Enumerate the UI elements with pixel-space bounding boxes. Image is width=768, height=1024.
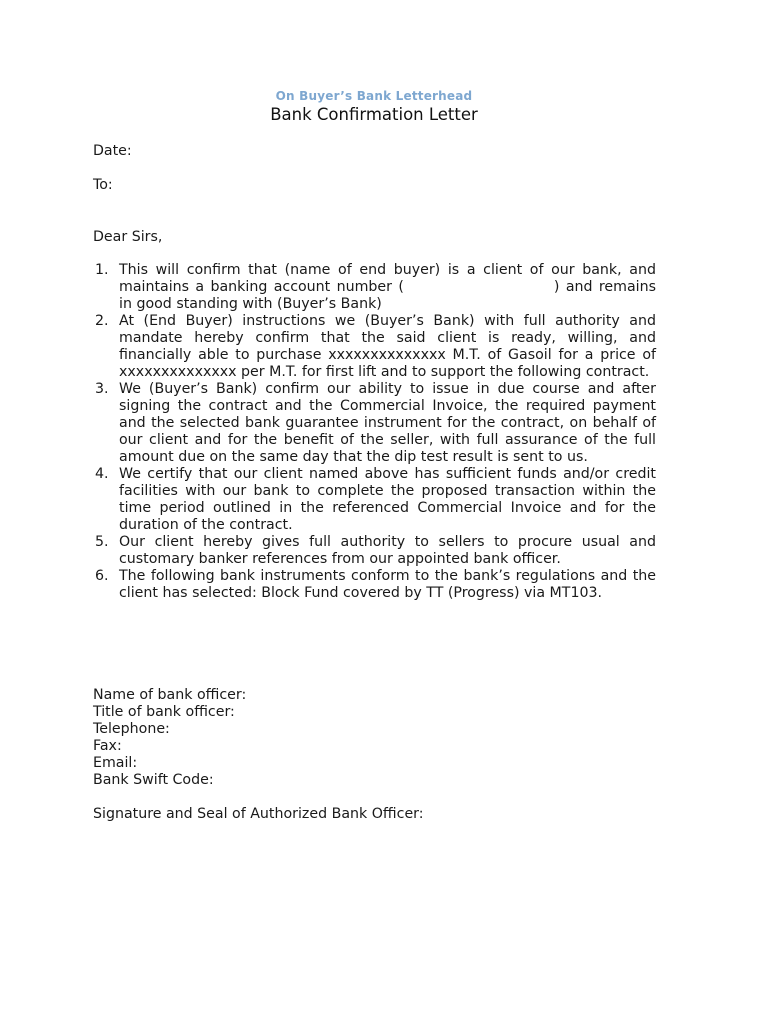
list-number: 6. <box>95 568 109 584</box>
list-text: Our client hereby gives full authority to sellers to procure usual and customary banker references from our appointed bank officer. <box>119 534 656 567</box>
salutation: Dear Sirs, <box>93 229 163 245</box>
list-text: We certify that our client named above has sufficient funds and/or credit facilities with our bank to complete the proposed transaction within the time period outlined in the referenced Commercial Invoice and for the duration of the contract. <box>119 466 656 533</box>
confirmation-list <box>93 262 656 602</box>
list-item <box>93 381 656 466</box>
list-number: 4. <box>95 466 109 482</box>
telephone-line: Telephone: <box>93 721 170 737</box>
officer-title-line: Title of bank officer: <box>93 704 235 720</box>
list-number: 3. <box>95 381 109 397</box>
document-title: Bank Confirmation Letter <box>270 105 478 124</box>
list-item <box>93 262 656 313</box>
list-item <box>93 313 656 381</box>
officer-name-line: Name of bank officer: <box>93 687 247 703</box>
list-text: ) and remains in good standing with (Buyer’s Bank) <box>119 279 656 312</box>
list-item <box>93 466 656 534</box>
list-text: At (End Buyer) instructions we (Buyer’s Bank) with full authority and mandate hereby confirm that the said client is ready, willing, and financially able to purchase xxxxxxxxxxxxxx M.T. of Gasoil for a price of xxxxxxxxxxxxxx per M.T. for first lift and to support the following contract. <box>119 313 656 380</box>
email-line: Email: <box>93 755 138 771</box>
list-item <box>93 568 656 602</box>
list-item <box>93 534 656 568</box>
letterhead-note: On Buyer’s Bank Letterhead <box>275 89 473 103</box>
list-text: This will confirm that (name of end buyer) is a client of our bank, and maintains a banking account number ( <box>119 262 656 295</box>
bank-officer-details <box>93 687 424 823</box>
to-line: To: <box>93 177 113 193</box>
spacer <box>93 789 424 806</box>
list-number: 1. <box>95 262 109 278</box>
swift-code-line: Bank Swift Code: <box>93 772 214 788</box>
list-number: 5. <box>95 534 109 550</box>
date-line: Date: <box>93 143 132 159</box>
list-text: The following bank instruments conform to the bank’s regulations and the client has selected: Block Fund covered by TT (Progress) via MT103. <box>119 568 656 601</box>
fax-line: Fax: <box>93 738 122 754</box>
list-text: We (Buyer’s Bank) confirm our ability to issue in due course and after signing the contract and the Commercial Invoice, the required payment and the selected bank guarantee instrument for the contract, on behalf of our client and for the benefit of the seller, with full assurance of the full amount due on the same day that the dip test result is sent to us. <box>119 381 656 465</box>
list-number: 2. <box>95 313 109 329</box>
signature-line: Signature and Seal of Authorized Bank Officer: <box>93 806 424 822</box>
